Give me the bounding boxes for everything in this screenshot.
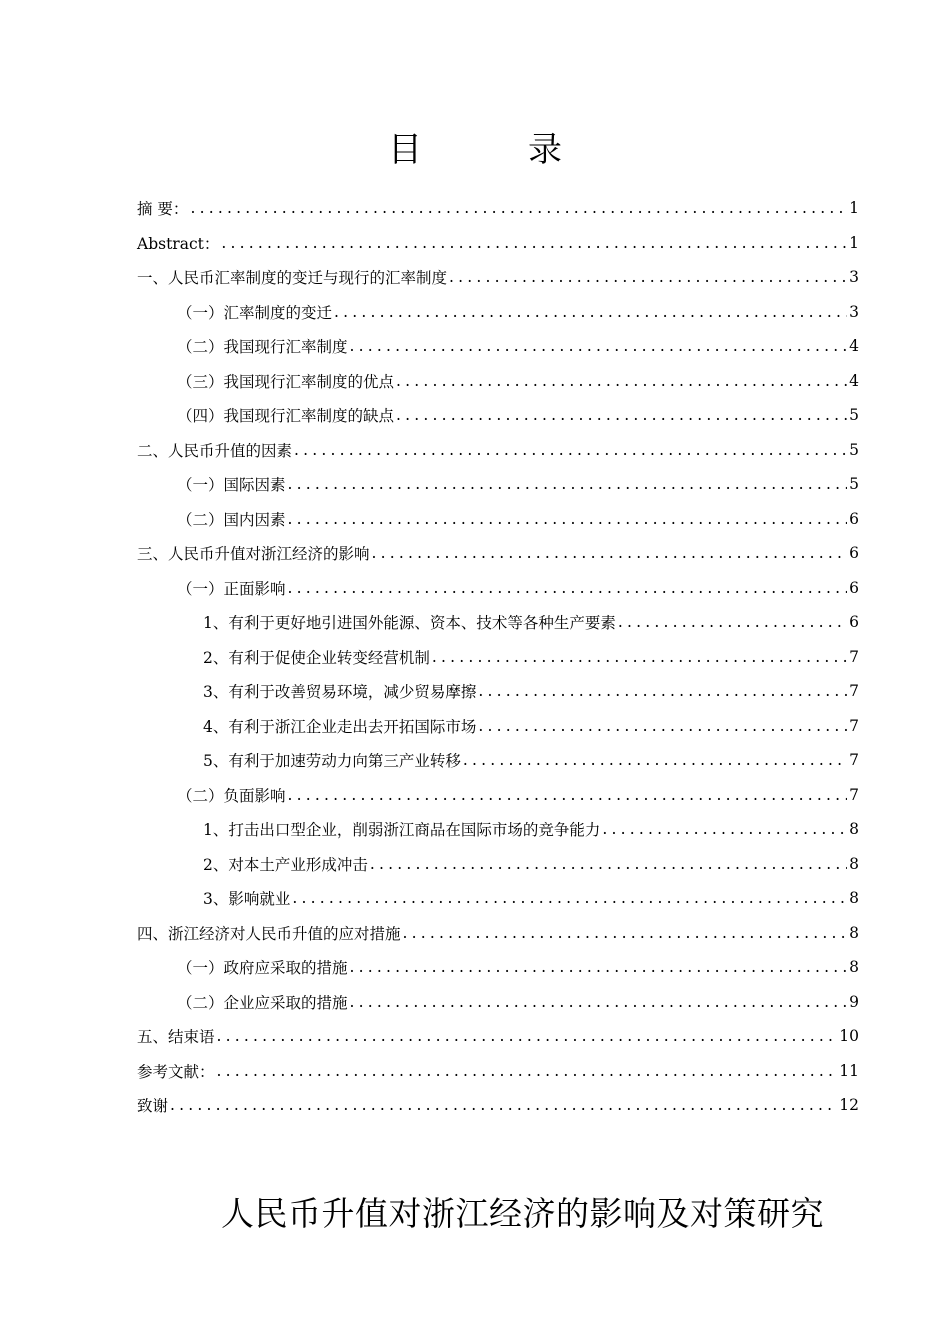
toc-entry-label: （一）正面影响 [177,579,286,598]
toc-entry-label: （三）我国现行汇率制度的优点 [177,372,395,391]
toc-entry-label: 1、打击出口型企业，削弱浙江商品在国际市场的竞争能力 [203,821,601,840]
toc-entry[interactable] [137,536,859,571]
toc-entry[interactable] [137,743,859,778]
toc-entry[interactable] [137,433,859,468]
toc-leader-dots [372,544,848,562]
toc-leader-dots [396,406,847,424]
toc-entry-label: 三、人民币升值对浙江经济的影响 [137,545,370,564]
toc-leader-dots [294,441,847,459]
toc-entry[interactable] [137,950,859,985]
toc-entry-label: 一、人民币汇率制度的变迁与现行的汇率制度 [137,269,448,288]
toc-leader-dots [478,717,847,735]
toc-entry-page-number: 8 [849,854,859,873]
toc-entry-label: （一）政府应采取的措施 [177,959,348,978]
toc-leader-dots [396,372,847,390]
toc-leader-dots [217,1027,838,1045]
toc-entry[interactable] [137,329,859,364]
toc-entry[interactable] [137,191,859,226]
toc-entry[interactable] [137,295,859,330]
toc-leader-dots [288,786,848,804]
toc-entry[interactable] [137,640,859,675]
toc-entry-page-number: 6 [849,578,859,597]
toc-leader-dots [403,924,848,942]
toc-entry[interactable] [137,605,859,640]
toc-entry[interactable] [137,674,859,709]
toc-entry-label: 参考文献： [137,1062,215,1081]
toc-entry[interactable] [137,467,859,502]
toc-entry-page-number: 3 [849,268,859,287]
toc-entry-page-number: 8 [849,923,859,942]
toc-entry-page-number: 7 [849,647,859,666]
toc-leader-dots [288,510,848,528]
toc-leader-dots [190,199,847,217]
toc-entry-page-number: 4 [849,337,859,356]
toc-entry-page-number: 1 [849,233,859,252]
toc-entry-label: 4、有利于浙江企业走出去开拓国际市场 [203,717,477,736]
toc-entry-page-number: 7 [849,682,859,701]
toc-entry[interactable] [137,985,859,1020]
toc-entry-label: 致谢 [137,1097,169,1116]
toc-entry-page-number: 7 [849,751,859,770]
toc-entry[interactable] [137,502,859,537]
toc-leader-dots [334,303,847,321]
toc-entry-label: （二）我国现行汇率制度 [177,338,348,357]
document-title: 人民币升值对浙江经济的影响及对策研究 [221,1194,824,1233]
toc-entry[interactable] [137,364,859,399]
toc-entry-label: 摘 要： [137,200,189,219]
toc-leader-dots [288,579,848,597]
toc-entry-label: 1、有利于更好地引进国外能源、资本、技术等各种生产要素 [203,614,616,633]
toc-entry[interactable] [137,260,859,295]
toc-entry-label: Abstract： [137,234,220,253]
toc-leader-dots [449,268,847,286]
toc-entry-page-number: 8 [849,958,859,977]
toc-leader-dots [432,648,847,666]
toc-entry-label: （二）企业应采取的措施 [177,993,348,1012]
toc-entry[interactable] [137,881,859,916]
toc-entry-page-number: 7 [849,716,859,735]
toc-entry[interactable] [137,778,859,813]
toc-entry-page-number: 8 [849,820,859,839]
toc-entry-page-number: 10 [839,1027,859,1046]
table-of-contents [137,191,859,1123]
toc-leader-dots [350,337,848,355]
toc-entry-label: （一）汇率制度的变迁 [177,303,333,322]
toc-heading: 目 录 [388,130,598,170]
toc-leader-dots [370,855,847,873]
toc-entry[interactable] [137,847,859,882]
toc-leader-dots [618,613,847,631]
toc-entry-label: 五、结束语 [137,1028,215,1047]
toc-leader-dots [288,475,848,493]
toc-entry-page-number: 12 [839,1096,859,1115]
toc-entry-page-number: 6 [849,544,859,563]
toc-entry[interactable] [137,1019,859,1054]
toc-entry-page-number: 5 [849,406,859,425]
toc-entry-label: （二）国内因素 [177,510,286,529]
toc-leader-dots [221,234,847,252]
toc-entry[interactable] [137,571,859,606]
toc-leader-dots [350,958,848,976]
toc-entry[interactable] [137,1088,859,1123]
toc-entry-label: （一）国际因素 [177,476,286,495]
toc-entry-page-number: 7 [849,785,859,804]
toc-entry-page-number: 11 [839,1061,859,1080]
toc-entry-label: 2、对本土产业形成冲击 [203,855,368,874]
toc-entry[interactable] [137,812,859,847]
toc-leader-dots [292,889,847,907]
toc-entry-page-number: 4 [849,371,859,390]
toc-entry-label: （二）负面影响 [177,786,286,805]
toc-entry-label: 二、人民币升值的因素 [137,441,293,460]
toc-leader-dots [463,751,847,769]
toc-entry[interactable] [137,398,859,433]
toc-leader-dots [478,682,847,700]
toc-entry[interactable] [137,709,859,744]
toc-leader-dots [350,993,848,1011]
toc-entry-page-number: 5 [849,440,859,459]
toc-entry-page-number: 9 [849,992,859,1011]
toc-entry-label: （四）我国现行汇率制度的缺点 [177,407,395,426]
toc-entry-page-number: 1 [849,199,859,218]
toc-entry[interactable] [137,226,859,261]
toc-leader-dots [170,1096,837,1114]
toc-entry-label: 5、有利于加速劳动力向第三产业转移 [203,752,461,771]
toc-entry[interactable] [137,916,859,951]
toc-entry-page-number: 3 [849,302,859,321]
toc-entry-label: 四、浙江经济对人民币升值的应对措施 [137,924,401,943]
toc-entry-page-number: 6 [849,613,859,632]
toc-leader-dots [217,1062,838,1080]
toc-entry-page-number: 6 [849,509,859,528]
toc-entry-page-number: 8 [849,889,859,908]
toc-entry-label: 3、有利于改善贸易环境，减少贸易摩擦 [203,683,477,702]
toc-leader-dots [602,820,847,838]
toc-entry-label: 3、影响就业 [203,890,291,909]
toc-entry-label: 2、有利于促使企业转变经营机制 [203,648,430,667]
toc-entry-page-number: 5 [849,475,859,494]
toc-entry[interactable] [137,1054,859,1089]
